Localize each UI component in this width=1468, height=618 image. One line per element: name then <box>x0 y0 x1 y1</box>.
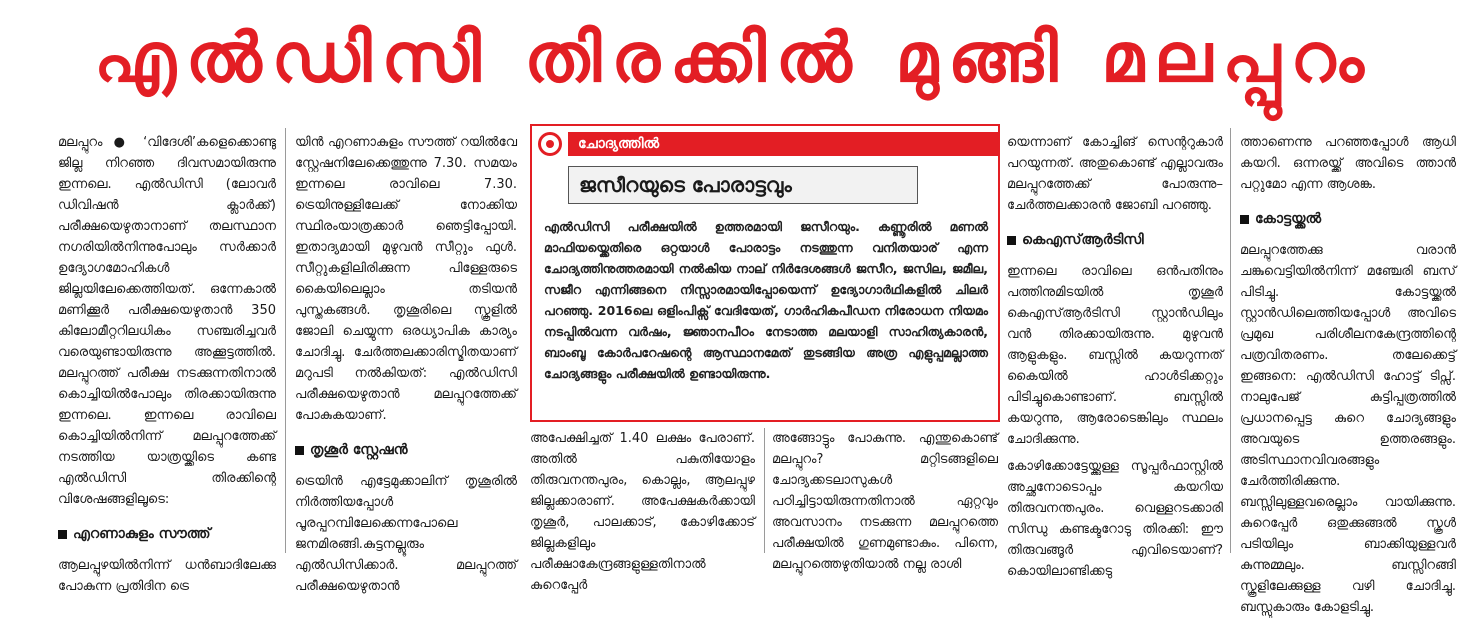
column-3 <box>530 428 755 593</box>
column-divider <box>764 428 765 553</box>
column-5-para-3: കോഴിക്കോട്ടേയ്ക്കുള്ള സൂപ്പർഫാസ്റ്റിൽ അച്ഛനോടൊപ്പം കയറിയ തിരുവനന്തപുരം. വെള്ളറടക്കാരി സിന്ധു കണ്ടക്ടറോടു തിരക്കി: ഈ തിരുവങ്ങൂർ എവിടെയാണ്? കൊയിലാണ്ടിക്കടു <box>1007 459 1223 579</box>
column-divider <box>285 128 286 553</box>
square-bullet-icon <box>1007 236 1016 245</box>
square-bullet-icon <box>1240 215 1249 224</box>
column-5-para-2: ഇന്നലെ രാവിലെ ഒൻപതിനും പത്തിനുമിടയിൽ തൃശൂർ കെഎസ്ആർടിസി സ്റ്റാൻഡിലും വൻ തിരക്കായിരുന്നു. മുഴുവൻ ആളുകളും. ബസ്സിൽ കയറുന്നത് കൈയിൽ ഹാൾടിക്കറ്റും പിടിച്ചുകൊണ്ടാണ്. ബസ്സിൽ കയറുന്നു, ആരോടെങ്കിലും സ്ഥലം ചോദിക്കുന്നു. <box>1007 264 1223 447</box>
column-4 <box>772 428 998 572</box>
subheading-thrissur <box>295 440 517 461</box>
column-5-para-1: യെന്നാണ് കോച്ചിങ് സെന്ററുകാർ പറയുന്നത്. അതുകൊണ്ട് എല്ലാവരും മലപ്പുറത്തേക്ക് പോരുന്നു–ചേർത്തലക്കാരൻ ജോബി പറഞ്ഞു. <box>1007 135 1223 213</box>
column-2-para-2: ട്രെയിൻ എട്ടേമുക്കാലിന് തൃശൂരിൽ നിർത്തിയപ്പോൾ പൂരപ്പറമ്പിലേക്കെന്നപോലെ ജനമിരങ്ങി.കുട്ടനല്ലൂരും എൽഡിസിക്കാർ. മലപ്പുറത്ത് പരീക്ഷയെഴുതാൻ <box>295 474 517 594</box>
subheading-kottakkal-text: കോട്ടയ്ക്കൽ <box>1255 211 1322 227</box>
subheading-kottakkal <box>1240 209 1456 230</box>
box-title: ജസീറയുടെ പോരാട്ടവും <box>568 166 918 204</box>
subheading-ksrtc <box>1007 230 1223 251</box>
box-body: എൽഡിസി പരീക്ഷയിൽ ഉത്തരമായി ജസീറയും. കണ്ണൂരിൽ മണൽ മാഫിയയ്ക്കെതിരെ ഒറ്റയാൾ പോരാട്ടം നടത്തുന്ന വനിതയാര് എന്ന ചോദ്യത്തിനുത്തരമായി നൽകിയ നാല് നിർദേശങ്ങൾ ജസീറ, ജസില, ജമീല, സജീറ എന്നിങ്ങനെ നിസ്സാരമായിപ്പോയെന്ന് ഉദ്യോഗാർഥികളിൽ ചിലർ പറഞ്ഞു. 2016ലെ ഒളിംപിക്സ് വേദിയേത്, ഗാർഹികപീഡന നിരോധന നിയമം നടപ്പിൽവന്ന വർഷം, ജ്ഞാനപീഠം നേടാത്ത മലയാളി സാഹിത്യകാരൻ, ബാംബൂ കോർപറേഷന്റെ ആസ്ഥാനമേത് തുടങ്ങിയ അത്ര എളുപ്പമല്ലാത്ത ചോദ്യങ്ങളും പരീക്ഷയിൽ ഉണ്ടായിരുന്നു. <box>544 219 988 381</box>
column-5 <box>1007 132 1223 579</box>
column-1-para-2: ആലപ്പുഴയിൽനിന്ന് ധൻബാദിലേക്കു പോകുന്ന പ്രതിദിന ട്രെ <box>58 558 276 594</box>
column-4-para-1: അങ്ങോട്ടും പോകുന്നു. എന്തുകൊണ്ട് മലപ്പുറം? മറ്റിടങ്ങളിലെ ചോദ്യക്കടലാസുകൾ പഠിച്ചിട്ടായിരുന്നതിനാൽ ഏറ്റവും അവസാനം നടക്കുന്ന മലപ്പുറത്തെ പരീക്ഷയിൽ ഗുണമുണ്ടാകും. പിന്നെ, മലപ്പുറത്തെഴുതിയാൽ നല്ല രാശി <box>772 431 998 572</box>
box-tag: ചോദ്യത്തിൽ <box>568 132 998 156</box>
subheading-ernakulam <box>58 524 276 545</box>
column-divider <box>1230 128 1231 553</box>
square-bullet-icon <box>295 446 304 455</box>
column-3-para-1: അപേക്ഷിച്ചത് 1.40 ലക്ഷം പേരാണ്. അതിൽ പകുതിയോളം തിരുവനന്തപുരം, കൊല്ലം, ആലപ്പുഴ ജില്ലക്കാരാണ്. അപേക്ഷകർക്കായി തൃശൂർ, പാലക്കാട്, കോഴിക്കോട് ജില്ലകളിലും പരീക്ഷാകേന്ദ്രങ്ങളുള്ളതിനാൽ കുറെപ്പേർ <box>530 431 755 593</box>
column-2 <box>295 132 517 594</box>
column-6 <box>1240 132 1456 615</box>
column-1-para-1: മലപ്പുറം ● ‘വിദേശി’കളെക്കൊണ്ടു ജില്ല നിറഞ്ഞ ദിവസമായിരുന്നു ഇന്നലെ. എൽഡിസി (ലോവർ ഡിവിഷൻ ക്ലാർക്ക്) പരീക്ഷയെഴുതാനാണ് തലസ്ഥാന നഗരിയിൽനിന്നുപോലും സർക്കാർ ഉദ്യോഗമോഹികൾ ജില്ലയിലേക്കെത്തിയത്. ഒന്നേകാൽ മണിക്കൂർ പരീക്ഷയെഴുതാൻ 350 കിലോമീറ്ററിലധികം സഞ്ചരിച്ചവർ വരെയുണ്ടായിരുന്നു അക്കൂട്ടത്തിൽ. മലപ്പുറത്ത് പരീക്ഷ നടക്കുന്നതിനാൽ കൊച്ചിയിൽപോലും തിരക്കായിരുന്നു ഇന്നലെ. ഇന്നലെ രാവിലെ കൊച്ചിയിൽനിന്ന് മലപ്പുറത്തേക്ക് നടത്തിയ യാത്രയ്ക്കിടെ കണ്ട എൽഡിസി തിരക്കിന്റെ വിശേഷങ്ങളിലൂടെ: <box>58 135 276 507</box>
column-1 <box>58 132 276 594</box>
subheading-ksrtc-text: കെഎസ്ആർടിസി <box>1022 232 1144 248</box>
subheading-ernakulam-text: എറണാകുളം സൗത്ത് <box>73 526 211 542</box>
column-2-para-1: യിൻ എറണാകുളം സൗത്ത് റയിൽവേ സ്റ്റേഷനിലേക്കെത്തുന്നു 7.30. സമയം ഇന്നലെ രാവിലെ 7.30. ട്രെയിനുള്ളിലേക്ക് നോക്കിയ സ്ഥിരംയാത്രക്കാർ ഞെട്ടിപ്പോയി. ഇതാദ്യമായി മുഴുവൻ സീറ്റും ഫുൾ. സീറ്റുകളിലിരിക്കുന്ന പിള്ളേരുടെ കൈയിലെല്ലാം തടിയൻ പുസ്തകങ്ങൾ. തൃശൂരിലെ സ്കൂളിൽ ജോലി ചെയ്യുന്ന ഒരധ്യാപിക കാര്യം ചോദിച്ചു. ചേർത്തലക്കാരിസ്മിതയാണ് മറുപടി നൽകിയത്: എൽഡിസി പരീക്ഷയെഴുതാൻ മലപ്പുറത്തേക്ക് പോകുകയാണ്. <box>295 135 517 423</box>
sidebar-box <box>530 124 1000 422</box>
subheading-thrissur-text: തൃശൂർ സ്റ്റേഷൻ <box>310 442 408 458</box>
headline: എൽഡിസി തിരക്കിൽ മുങ്ങി മലപ്പുറം <box>94 19 1374 98</box>
square-bullet-icon <box>58 530 67 539</box>
column-6-para-1: ത്താണെന്നു പറഞ്ഞപ്പോൾ ആധി കയറി. ഒന്നരയ്ക്ക് അവിടെ ത്താൻ പറ്റുമോ എന്ന ആശങ്ക. <box>1240 135 1456 192</box>
column-6-para-2: മലപ്പുറത്തേക്കു വരാൻ ചങ്കുവെട്ടിയിൽനിന്ന് മഞ്ചേരി ബസ് പിടിച്ചു. കോട്ടയ്ക്കൽ സ്റ്റാൻഡിലെത്തിയപ്പോൾ അവിടെ പ്രമുഖ പരിശീലനകേന്ദ്രത്തിന്റെ പത്രവിതരണം. തലേക്കെട്ട് ഇങ്ങനെ: എൽഡിസി ഹോട്ട് ടിപ്സ്. നാലുപേജ് കുട്ടിപ്പത്രത്തിൽ പ്രധാനപ്പെട്ട കുറെ ചോദ്യങ്ങളും അവയുടെ ഉത്തരങ്ങളും. അടിസ്ഥാനവിവരങ്ങളും ചേർത്തിരിക്കുന്നു. ബസ്സിലുള്ളവരെല്ലാം വായിക്കുന്നു. കുറെപ്പേർ ഒതുക്കുങ്ങൽ സ്കൂൾ പടിയിലും ബാക്കിയുള്ളവർ കുന്നുമ്മലും. ബസ്സിറങ്ങി സ്കൂളിലേക്കുള്ള വഴി ചോദിച്ചു. ബസ്സുകാരും കോളടിച്ചു. <box>1240 243 1456 615</box>
target-icon <box>538 132 562 156</box>
